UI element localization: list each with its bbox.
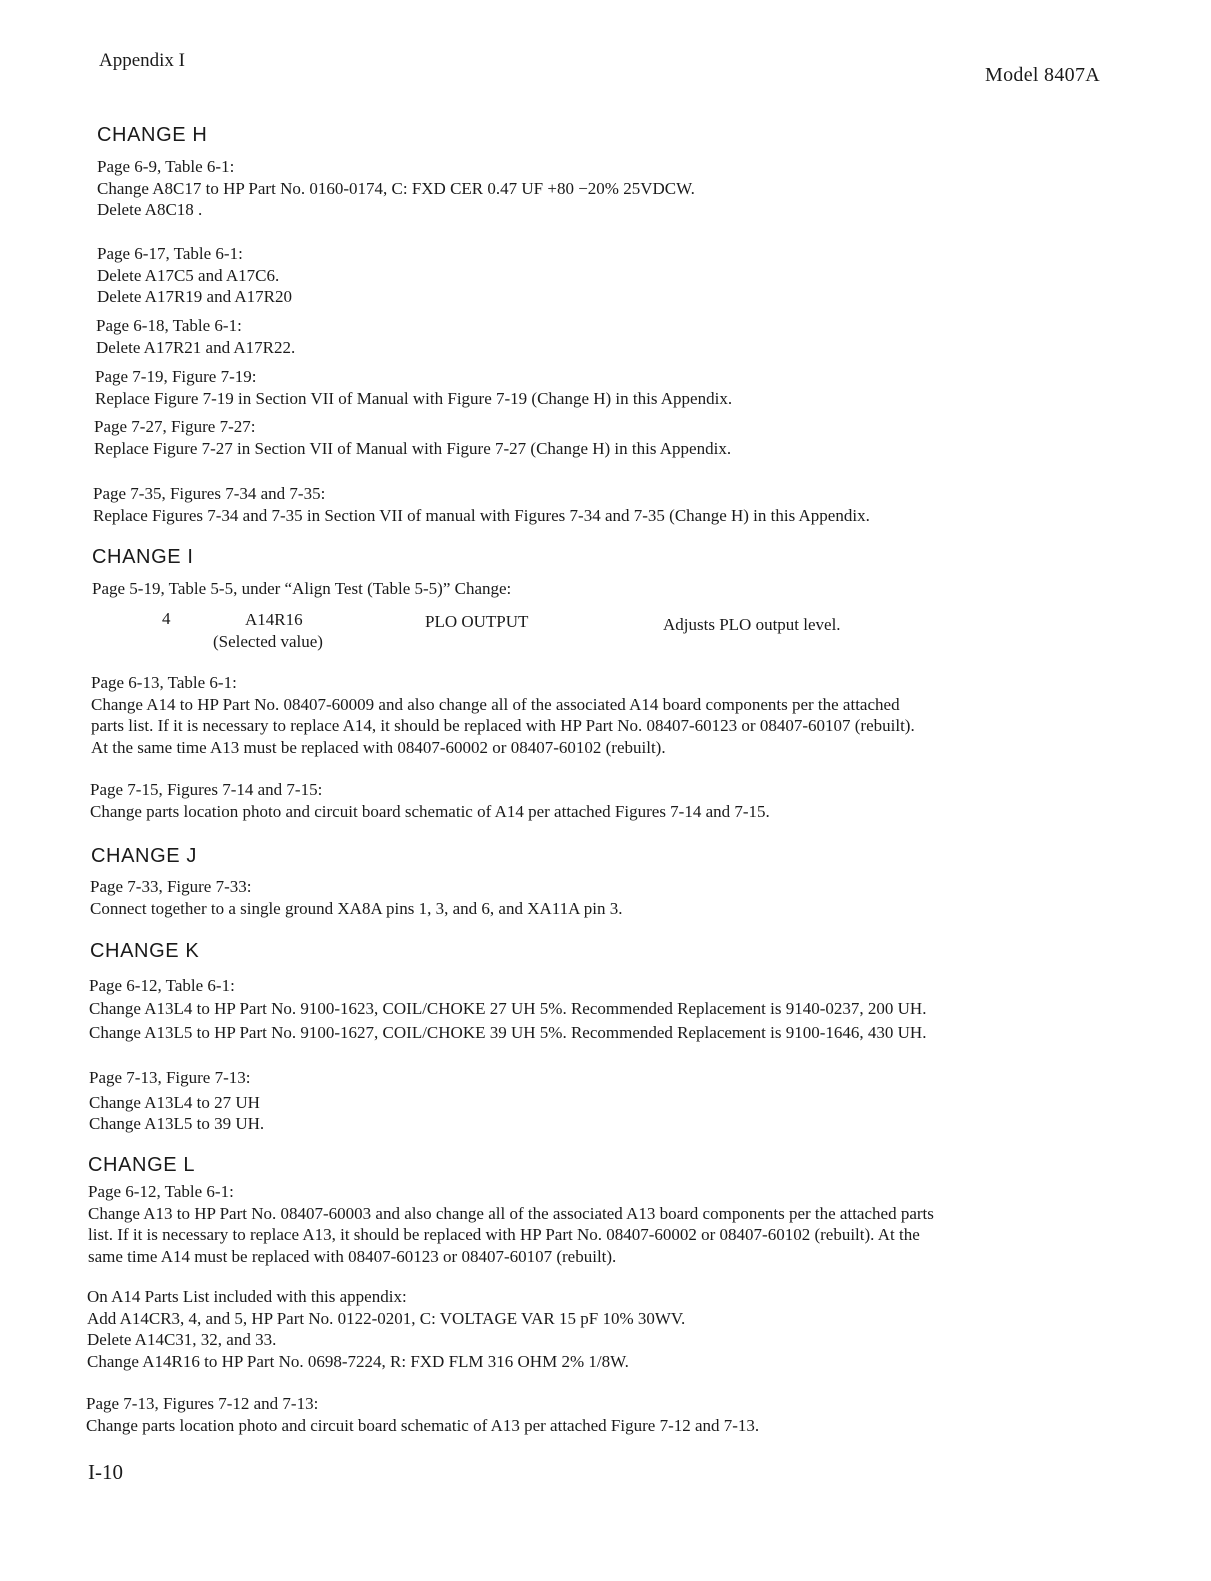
text-line: Page 7-33, Figure 7-33: xyxy=(90,877,252,896)
change-i-block-1 xyxy=(92,578,511,600)
change-k-block-1 xyxy=(89,975,926,1044)
change-l-block-3 xyxy=(86,1393,759,1436)
page-number: I-10 xyxy=(88,1460,123,1484)
change-k-block-2 xyxy=(89,1067,264,1135)
text-line: Page 6-17, Table 6-1: xyxy=(97,244,243,263)
text-line: Page 6-12, Table 6-1: xyxy=(88,1182,234,1201)
change-k-title: CHANGE K xyxy=(90,940,200,962)
text-line: Change parts location photo and circuit board schematic of A13 per attached Figure 7-12 and 7-13. xyxy=(86,1415,760,1435)
text-line: Change A14R16 to HP Part No. 0698-7224, R: FXD FLM 316 OHM 2% 1/8W. xyxy=(87,1351,629,1371)
text-line: parts list. If it is necessary to replace A14, it should be replaced with HP Part No. 08407-60123 or 08407-60107 (rebuilt). xyxy=(91,716,915,735)
text-line: Replace Figures 7-34 and 7-35 in Section VII of manual with Figures 7-34 and 7-35 (Change H) in this Appendix. xyxy=(93,505,870,525)
text-line: Page 6-18, Table 6-1: xyxy=(96,316,242,335)
text-line: same time A14 must be replaced with 08407-60123 or 08407-60107 (rebuilt). xyxy=(88,1246,617,1266)
text-line: Page 7-35, Figures 7-34 and 7-35: xyxy=(93,484,326,503)
text-line: Delete A17R21 and A17R22. xyxy=(96,337,296,357)
change-j-title: CHANGE J xyxy=(91,845,197,867)
text-line: Page 6-13, Table 6-1: xyxy=(91,673,237,692)
align-test-reference-note: (Selected value) xyxy=(213,632,323,651)
text-line: Page 7-27, Figure 7-27: xyxy=(94,417,256,436)
text-line: On A14 Parts List included with this appendix: xyxy=(87,1287,407,1306)
text-line: Change A14 to HP Part No. 08407-60009 and also change all of the associated A14 board components per the attached xyxy=(91,694,900,714)
change-h-block-5 xyxy=(94,416,731,459)
text-line: Delete A8C18 . xyxy=(97,200,203,219)
text-line: Change A13L4 to HP Part No. 9100-1623, COIL/CHOKE 27 UH 5%. Recommended Replacement is 9140-0237, 200 UH. xyxy=(89,998,927,1018)
text-line: Add A14CR3, 4, and 5, HP Part No. 0122-0201, C: VOLTAGE VAR 15 pF 10% 30WV. xyxy=(87,1308,686,1328)
text-line: Page 7-19, Figure 7-19: xyxy=(95,367,257,386)
text-line: Replace Figure 7-19 in Section VII of Manual with Figure 7-19 (Change H) in this Appendix. xyxy=(95,388,733,408)
text-line: Change A13L5 to 39 UH. xyxy=(89,1114,265,1133)
change-h-block-6 xyxy=(93,483,870,526)
change-l-title: CHANGE L xyxy=(88,1154,196,1176)
header-section-label: Appendix I xyxy=(99,50,186,71)
text-line: Delete A17C5 and A17C6. xyxy=(97,265,280,285)
header-model-label: Model 8407A xyxy=(985,64,1100,86)
text-line: Delete A14C31, 32, and 33. xyxy=(87,1330,277,1349)
text-line: Change A13L5 to HP Part No. 9100-1627, COIL/CHOKE 39 UH 5%. Recommended Replacement is 9100-1646, 430 UH. xyxy=(89,1023,927,1042)
change-h-title: CHANGE H xyxy=(97,124,208,146)
align-test-description: Adjusts PLO output level. xyxy=(663,615,841,634)
text-line: Change A8C17 to HP Part No. 0160-0174, C: FXD CER 0.47 UF +80 −20% 25VDCW. xyxy=(97,178,695,198)
change-l-block-2 xyxy=(87,1286,685,1372)
text-line: At the same time A13 must be replaced with 08407-60002 or 08407-60102 (rebuilt). xyxy=(91,737,666,757)
text-line: list. If it is necessary to replace A13, it should be replaced with HP Part No. 08407-60002 or 08407-60102 (rebuilt). At the xyxy=(88,1225,920,1244)
text-line: Change A13L4 to 27 UH xyxy=(89,1092,260,1112)
text-line: Change A13 to HP Part No. 08407-60003 and also change all of the associated A13 board components per the attached parts xyxy=(88,1203,934,1223)
change-h-block-4 xyxy=(95,366,732,409)
text-line: Page 6-9, Table 6-1: xyxy=(97,157,235,176)
change-i-block-2 xyxy=(91,672,915,758)
align-test-adjustment: PLO OUTPUT xyxy=(425,612,529,631)
text-line: Replace Figure 7-27 in Section VII of Manual with Figure 7-27 (Change H) in this Appendix. xyxy=(94,438,732,458)
change-i-block-3 xyxy=(90,779,770,822)
text-line: Page 7-15, Figures 7-14 and 7-15: xyxy=(90,780,323,799)
change-i-title: CHANGE I xyxy=(92,546,194,568)
change-j-block-1 xyxy=(90,876,622,919)
align-test-step: 4 xyxy=(162,609,171,628)
text-line: Delete A17R19 and A17R20 xyxy=(97,287,293,306)
change-h-block-3 xyxy=(96,315,295,358)
align-test-reference: A14R16 xyxy=(245,610,303,629)
text-line: Connect together to a single ground XA8A pins 1, 3, and 6, and XA11A pin 3. xyxy=(90,898,623,918)
change-l-block-1 xyxy=(88,1181,934,1267)
text-line: Change parts location photo and circuit board schematic of A14 per attached Figures 7-14 and 7-15. xyxy=(90,801,770,821)
text-line: Page 6-12, Table 6-1: xyxy=(89,976,235,995)
change-h-block-2 xyxy=(97,243,292,308)
text-line: Page 7-13, Figures 7-12 and 7-13: xyxy=(86,1394,319,1413)
text-line: Page 7-13, Figure 7-13: xyxy=(89,1068,251,1087)
change-h-block-1 xyxy=(97,156,695,221)
text-line: Page 5-19, Table 5-5, under “Align Test (Table 5-5)” Change: xyxy=(92,579,512,598)
